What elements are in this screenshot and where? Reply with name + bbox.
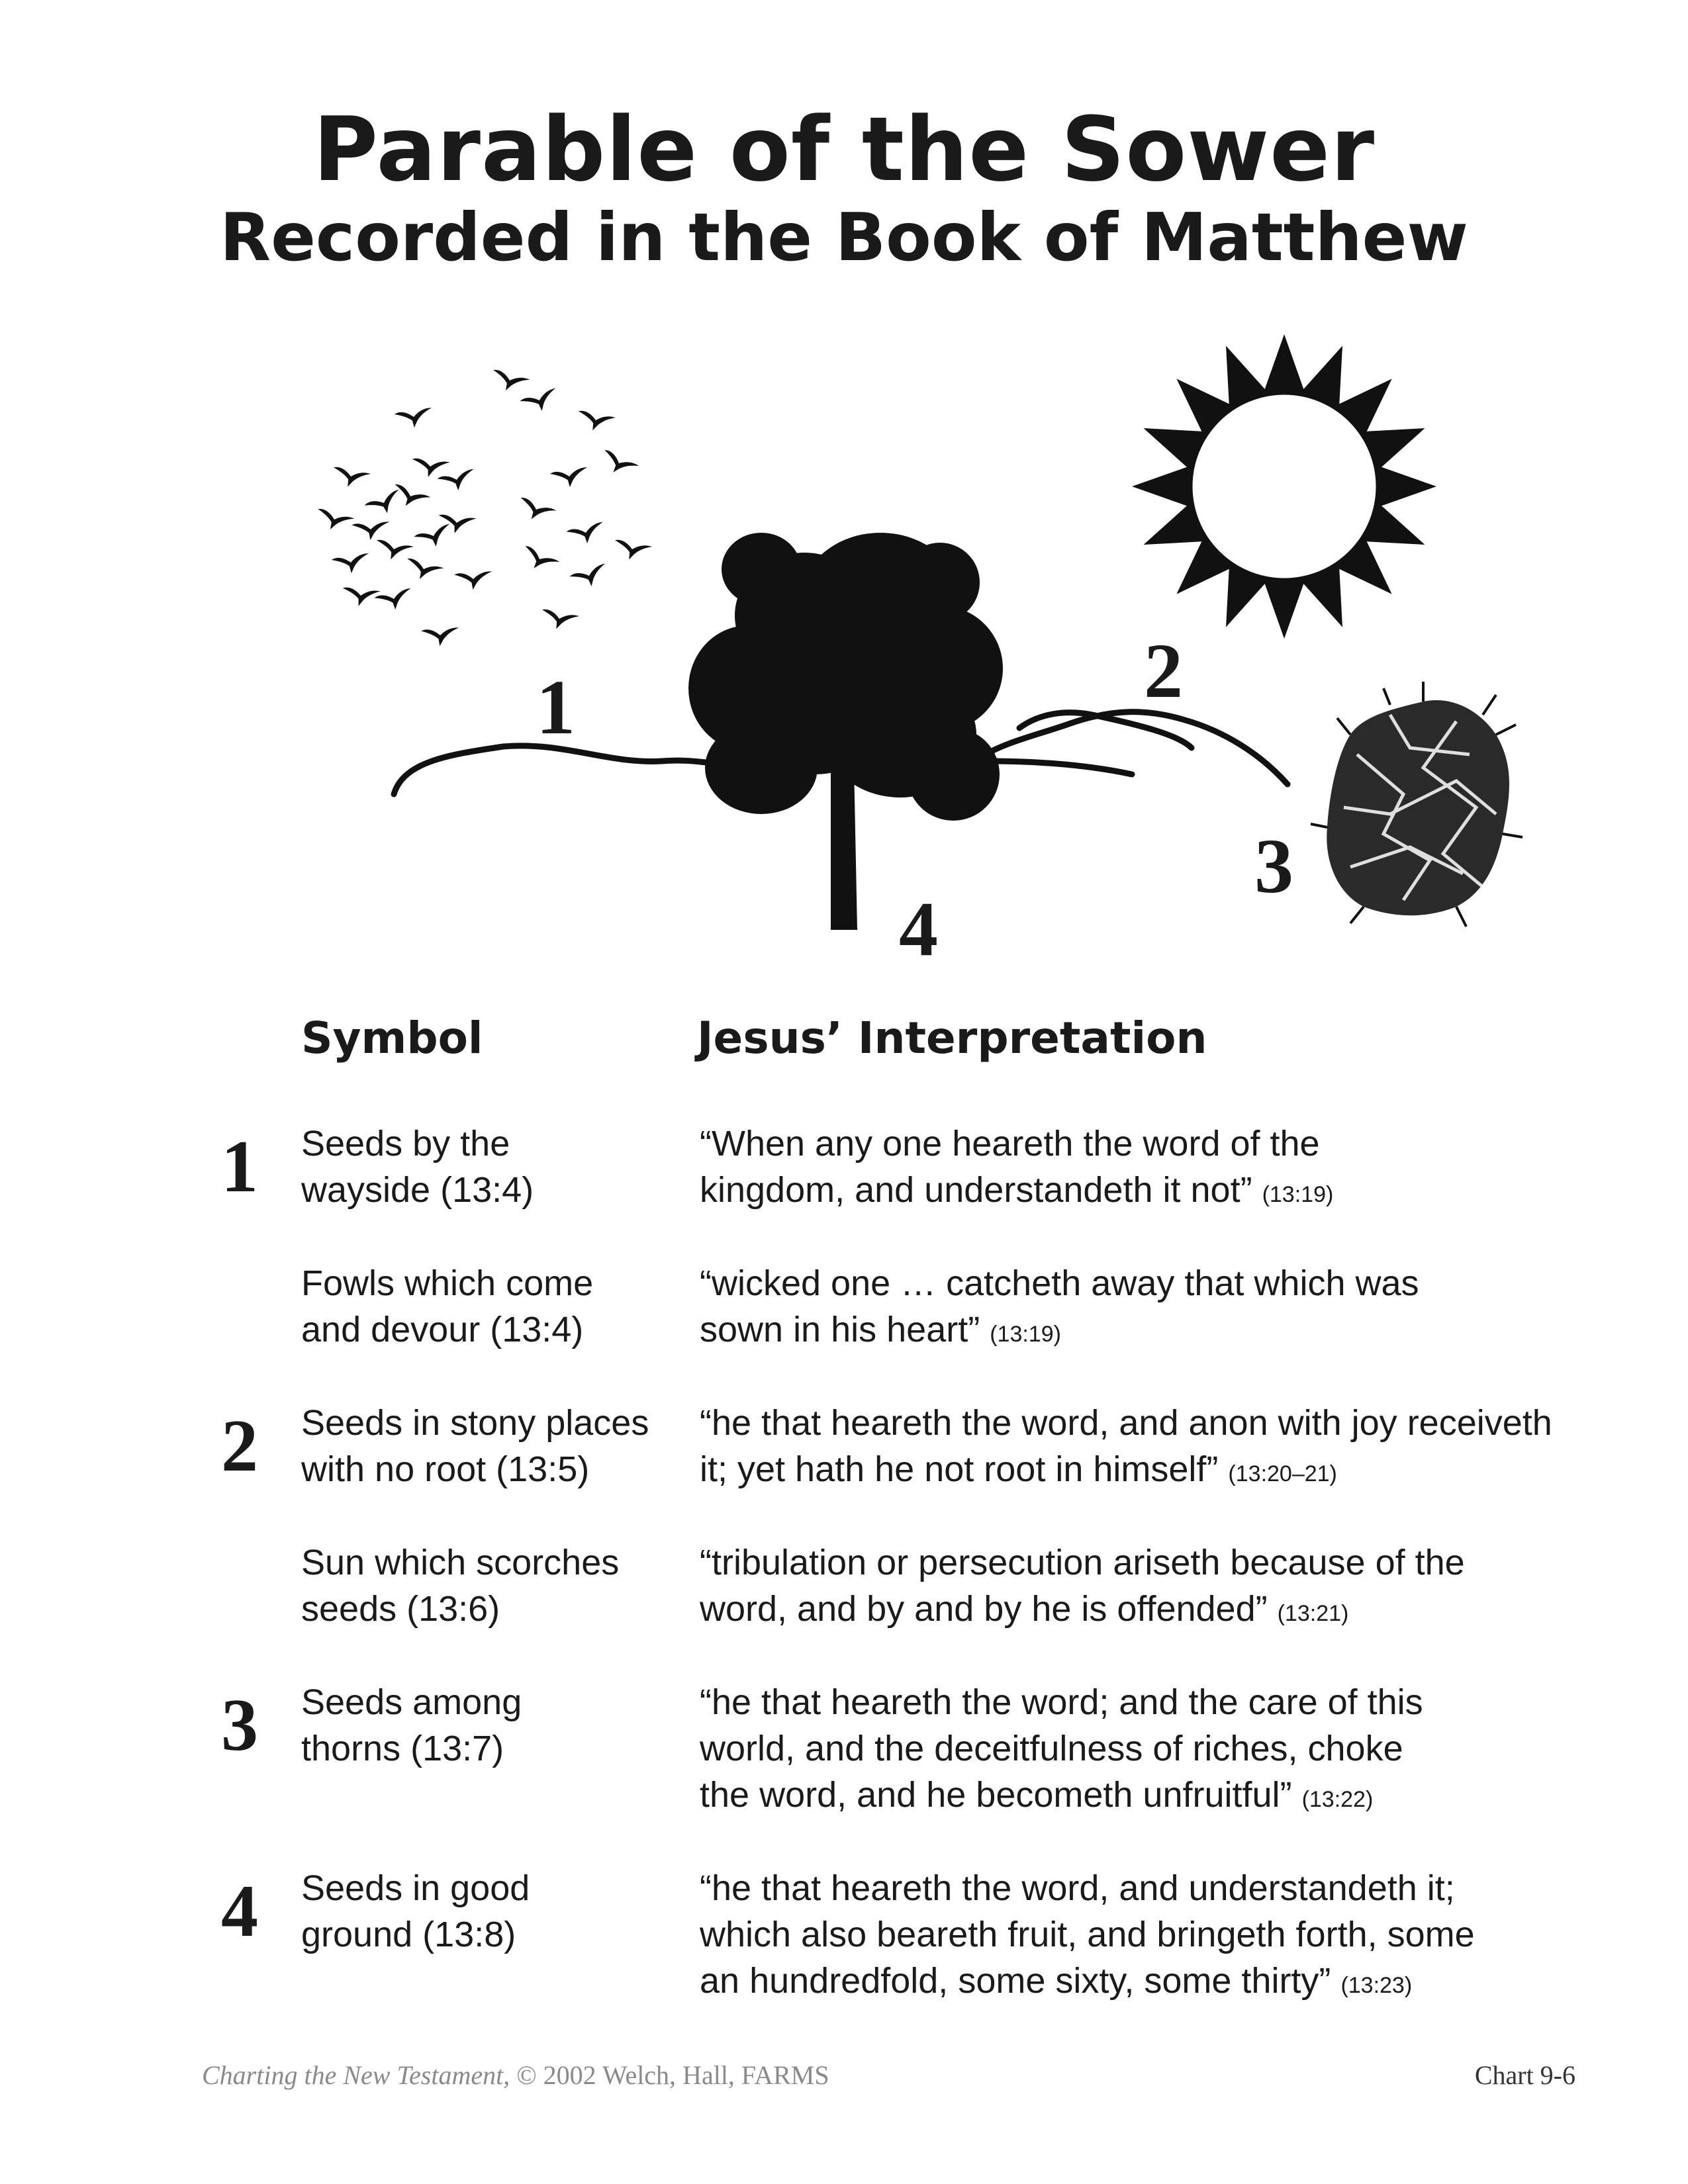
thorns-icon [1311,682,1523,927]
parable-illustration [0,0,1688,993]
illustration-label-2: 2 [1144,627,1183,714]
tree-icon [688,533,1003,930]
interpretation-cell: “wicked one … catcheth away that which was sown in his heart” (13:19) [700,1263,1419,1349]
scripture-reference: (13:19) [1262,1182,1334,1207]
interpretation-cell: “he that heareth the word; and the care of this world, and the deceitfulness of riches, choke the word, and he becometh unfruitful” (13:22) [700,1682,1423,1815]
interpretation-cell: “When any one heareth the word of the kingdom, and understandeth it not” (13:19) [700,1124,1334,1210]
symbol-cell: Sun which scorches seeds (13:6) [301,1543,620,1629]
symbol-cell: Seeds in stony places with no root (13:5) [301,1403,649,1489]
scripture-reference: (13:22) [1301,1787,1374,1812]
symbol-cell: Seeds in good ground (13:8) [301,1868,530,1954]
row-number: 2 [221,1405,258,1487]
sun-icon [1132,334,1436,639]
scripture-reference: (13:20–21) [1228,1461,1337,1486]
page-title: Parable of the Sower [312,98,1376,201]
interpretation-cell: “he that heareth the word, and anon with joy receiveth it; yet hath he not root in himself” (13:20–21) [700,1403,1552,1489]
column-header-interpretation: Jesus’ Interpretation [697,1013,1207,1064]
illustration-label-3: 3 [1254,823,1293,909]
birds-icon [314,369,653,648]
footer-chart-number: Chart 9-6 [1474,2060,1575,2090]
row-number: 1 [221,1126,258,1208]
scripture-reference: (13:21) [1277,1601,1349,1626]
illustration-label-1: 1 [536,664,575,751]
footer-citation: Charting the New Testament, © 2002 Welch, Hall, FARMS [202,2060,829,2090]
symbol-cell: Seeds by the wayside (13:4) [301,1124,534,1210]
scripture-reference: (13:23) [1340,1973,1413,1998]
row-number: 4 [221,1870,258,1952]
page-subtitle: Recorded in the Book of Matthew [220,199,1468,276]
row-number: 3 [221,1684,258,1766]
illustration-label-4: 4 [899,886,938,972]
interpretation-cell: “tribulation or persecution ariseth because of the word, and by and by he is offended” (13:21) [700,1543,1465,1629]
column-header-symbol: Symbol [301,1013,483,1064]
symbol-cell: Fowls which come and devour (13:4) [301,1263,594,1349]
symbol-cell: Seeds among thorns (13:7) [301,1682,522,1768]
interpretation-cell: “he that heareth the word, and understandeth it; which also beareth fruit, and bringeth forth, some an hundredfold, some sixty, some thirty” (13:23) [700,1868,1475,2001]
scripture-reference: (13:19) [990,1322,1061,1347]
